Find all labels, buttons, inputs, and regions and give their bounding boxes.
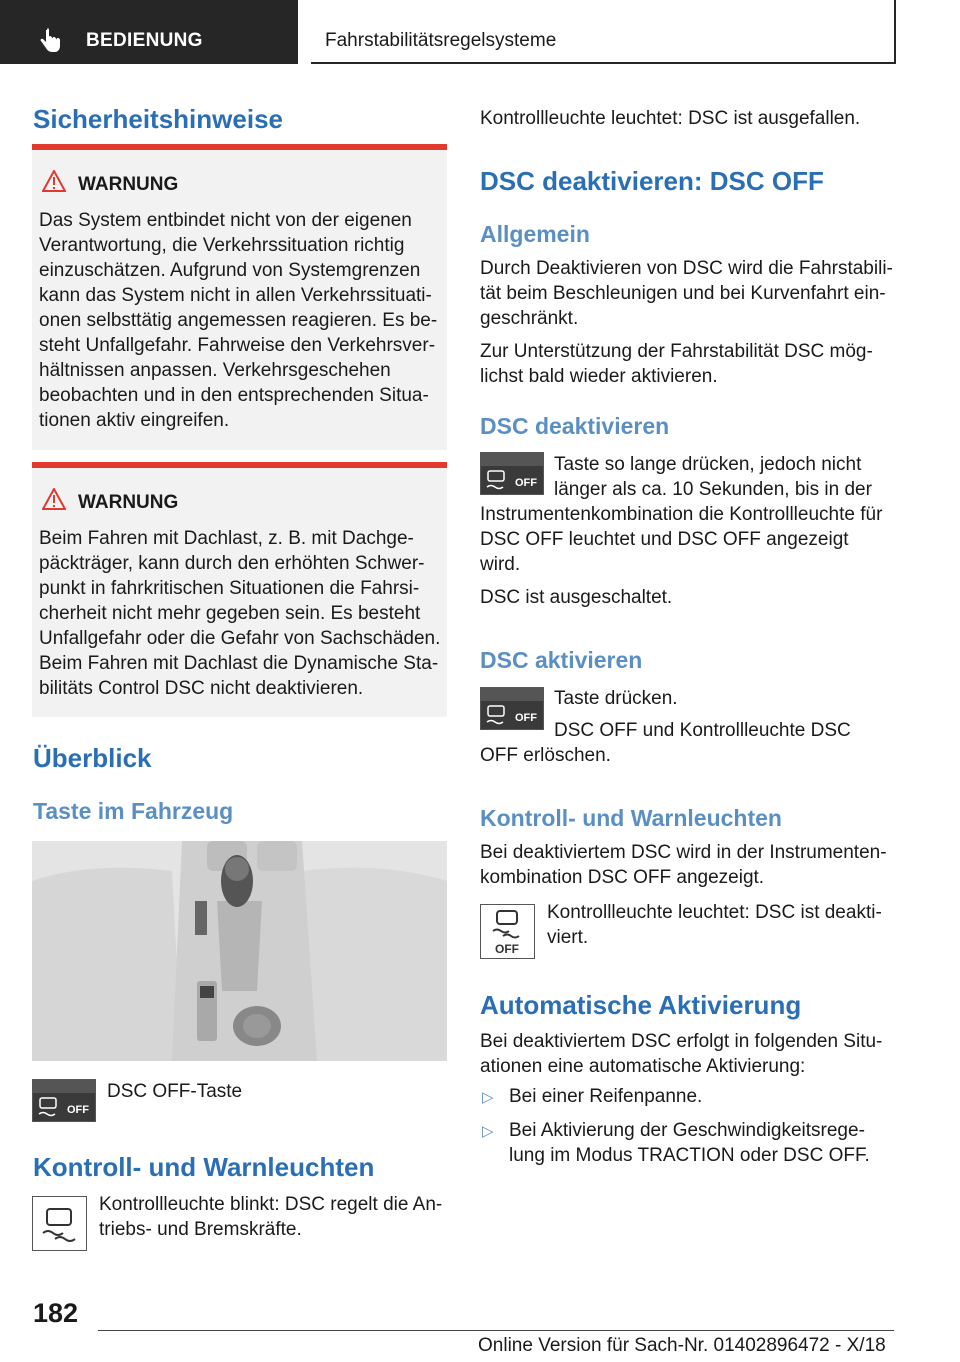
warning-title-1: WARNUNG bbox=[78, 174, 179, 195]
warning-box-2 bbox=[32, 462, 447, 717]
bullet-arrow-icon: ▷ bbox=[482, 1123, 494, 1140]
svg-text:OFF: OFF bbox=[67, 1104, 89, 1116]
subtitle-deactivate: DSC deaktivieren bbox=[480, 413, 670, 439]
warning-triangle-icon bbox=[42, 170, 66, 192]
subtitle-general: Allgemein bbox=[480, 221, 590, 247]
auto-text: Bei deaktiviertem DSC erfolgt in folgenden Situ‐ ationen eine automatische Aktivierung: bbox=[480, 1031, 883, 1077]
svg-text:OFF: OFF bbox=[515, 477, 537, 489]
right-top-line: Kontrollleuchte leuchtet: DSC ist ausgefallen. bbox=[480, 108, 861, 129]
dsc-off-lamp-icon bbox=[480, 904, 535, 959]
deactivate-text-b: Instrumentenkombination die Kontrollleuchte für DSC OFF leuchtet und DSC OFF angezeigt wird. bbox=[480, 504, 883, 575]
subtitle-button: Taste im Fahrzeug bbox=[33, 798, 234, 824]
header-chapter-tab bbox=[311, 0, 896, 64]
dsc-off-button-icon bbox=[480, 687, 544, 730]
svg-text:OFF: OFF bbox=[515, 712, 537, 724]
title-auto-activation: Automatische Aktivierung bbox=[480, 990, 802, 1020]
title-safety: Sicherheitshinweise bbox=[33, 104, 283, 134]
warning-triangle-icon bbox=[42, 488, 66, 510]
bullet-item-1: Bei einer Reifenpanne. bbox=[509, 1086, 703, 1107]
activate-text-1: Taste drücken. bbox=[554, 688, 678, 709]
activate-text-2: DSC OFF und Kontrollleuchte DSC bbox=[554, 720, 851, 741]
title-dsc-deactivate: DSC deaktivieren: DSC OFF bbox=[480, 166, 824, 196]
dsc-off-button-icon bbox=[480, 452, 544, 495]
general-text: Durch Deaktivieren von DSC wird die Fahrstabili‐ tät beim Beschleunigen und bei Kurvenfahrt ein‐ geschränkt. bbox=[480, 258, 893, 329]
header-section-label: BEDIENUNG bbox=[86, 30, 203, 51]
title-lights-left: Kontroll- und Warnleuchten bbox=[33, 1152, 375, 1182]
subtitle-lights-right: Kontroll- und Warnleuchten bbox=[480, 805, 782, 831]
dsc-off-button-icon bbox=[32, 1079, 96, 1122]
lamp-text: Kontrollleuchte leuchtet: DSC ist deakti‐ viert. bbox=[547, 902, 882, 948]
warning-box-1 bbox=[32, 144, 447, 450]
car-console-photo bbox=[32, 841, 447, 1061]
footer-text: Online Version für Sach-Nr. 01402896472 - X/18 bbox=[478, 1335, 886, 1356]
deactivated-text: DSC ist ausgeschaltet. bbox=[480, 587, 673, 608]
dsc-lamp-icon bbox=[32, 1196, 87, 1251]
header-section-tab bbox=[0, 0, 298, 64]
lights-text-left: Kontrollleuchte blinkt: DSC regelt die An‐ triebs- und Bremskräfte. bbox=[99, 1194, 443, 1240]
title-overview: Überblick bbox=[33, 743, 152, 773]
support-text: Zur Unterstützung der Fahrstabilität DSC mög‐ lichst bald wieder aktivieren. bbox=[480, 341, 873, 387]
warning-body-1: Das System entbindet nicht von der eigenen Verantwortung, die Verkehrssituation richtig einzuschätzen. Aufgrund von Systemgrenzen kann das System nicht in allen Verkehrssituati‐ onen selbsttätig angemessen reagieren. Es be‐ steht Unfallgefahr. Fahrweise den Verkehrsver‐ hältnissen anpassen. Verkehrsgeschehen beobachten und in den entsprechenden Situa‐ tionen aktiv eingreifen. bbox=[39, 210, 438, 431]
subtitle-activate: DSC aktivieren bbox=[480, 647, 643, 673]
warning-body-2: Beim Fahren mit Dachlast, z. B. mit Dachge‐ päckträger, kann durch den erhöhten Schwer‐ punkt in fahrkritischen Situationen die Fahrsi‐ cherheit nicht mehr gegeben sein. Es besteht Unfallgefahr oder die Gefahr von Sachschäden. Beim Fahren mit Dachlast die Dynamische Sta‐ bilitäts Control DSC nicht deaktivieren. bbox=[39, 528, 441, 699]
activate-text-3: OFF erlöschen. bbox=[480, 745, 611, 766]
deactivate-text-a: Taste so lange drücken, jedoch nicht länger als ca. 10 Sekunden, bis in der bbox=[554, 454, 872, 500]
svg-text:OFF: OFF bbox=[495, 942, 519, 956]
warning-title-2: WARNUNG bbox=[78, 492, 179, 513]
bullet-arrow-icon: ▷ bbox=[482, 1089, 494, 1106]
footer-rule bbox=[98, 1330, 894, 1331]
lights-text-right: Bei deaktiviertem DSC wird in der Instrumenten‐ kombination DSC OFF angezeigt. bbox=[480, 842, 887, 888]
page-number: 182 bbox=[33, 1298, 79, 1328]
header-chapter-label: Fahrstabilitätsregelsysteme bbox=[325, 30, 557, 51]
hand-pointer-icon bbox=[38, 28, 64, 54]
button-caption: DSC OFF-Taste bbox=[107, 1081, 243, 1102]
bullet-item-2: Bei Aktivierung der Geschwindigkeitsrege‐ lung im Modus TRACTION oder DSC OFF. bbox=[509, 1120, 870, 1166]
